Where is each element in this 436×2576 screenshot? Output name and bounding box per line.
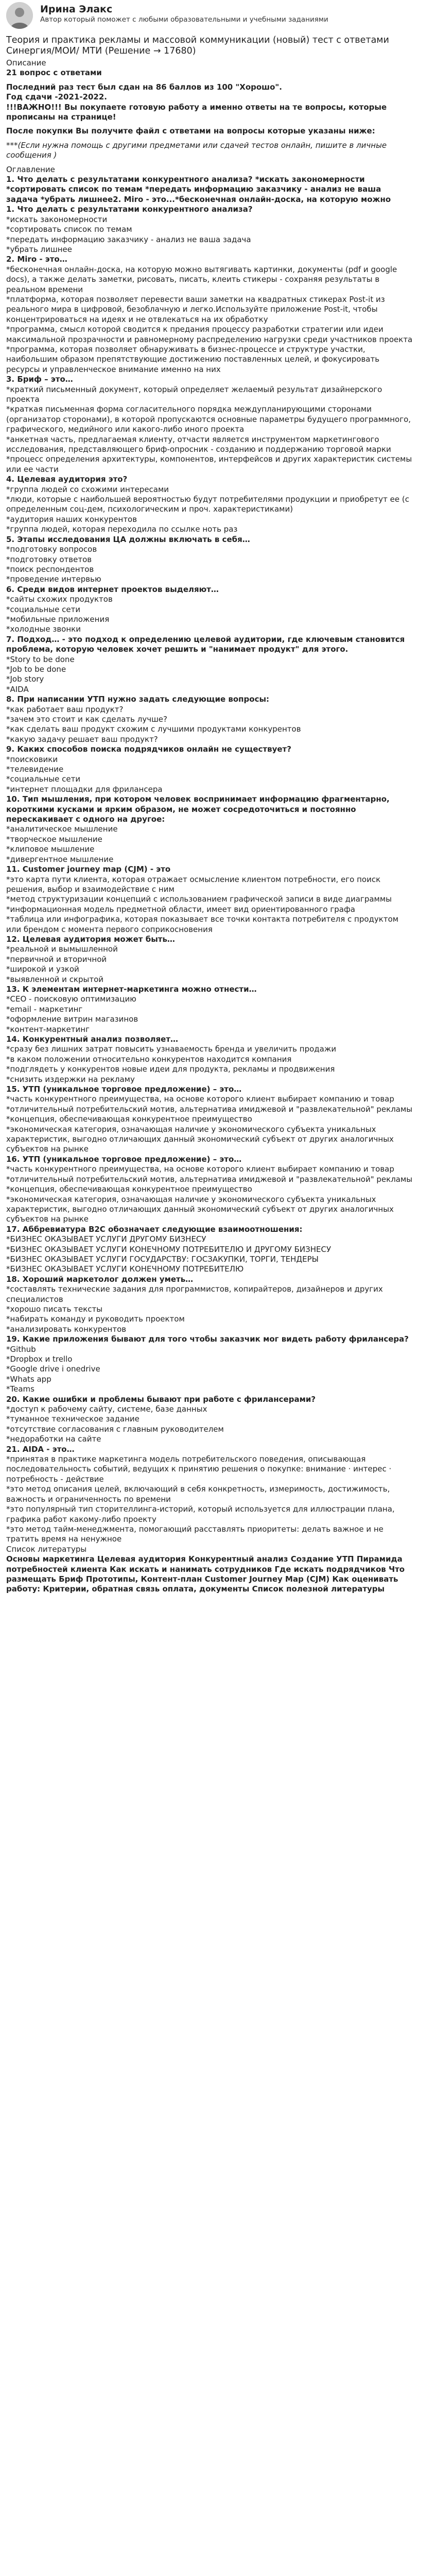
answer-option: *передать информацию заказчику - анализ не ваша задача bbox=[6, 234, 251, 244]
question-block bbox=[6, 744, 415, 794]
answer-option: *концепция, обеспечивающая конкурентное преимущество bbox=[6, 1114, 252, 1124]
answer-option: *аудитория наших конкурентов bbox=[6, 514, 137, 524]
question-block bbox=[6, 474, 415, 534]
answer-option: *таблица или инфографика, которая показывает все точки контакта потребителя с продуктом или брендом с момента первого соприкосновения bbox=[6, 914, 399, 934]
answer-option: *телевидение bbox=[6, 765, 64, 774]
question-block bbox=[6, 1155, 415, 1225]
answer-option: *часть конкурентного преимущества, на основе которого клиент выбирает компанию и товар bbox=[6, 1094, 394, 1104]
answer-option: *подготовку вопросов bbox=[6, 545, 97, 554]
question-text: 14. Конкурентный анализ позволяет… bbox=[6, 1035, 179, 1044]
answer-option: *люди, которые с наибольшей вероятностью будут потребителями продукции и приобретут ее (с определенным соц-дем, психологическим и проч. характеристиками) bbox=[6, 495, 409, 514]
year-note: Год сдачи -2021-2022. bbox=[6, 92, 108, 102]
answer-option: *первичной и вторичной bbox=[6, 954, 107, 964]
answer-option: *БИЗНЕС ОКАЗЫВАЕТ УСЛУГИ КОНЕЧНОМУ ПОТРЕБИТЕЛЮ bbox=[6, 1264, 244, 1274]
literature-label: Список литературы bbox=[6, 1544, 87, 1554]
question-text: 19. Какие приложения бывают для того чтобы заказчик мог видеть работу фрилансера? bbox=[6, 1334, 409, 1344]
question-block bbox=[6, 535, 415, 585]
footer-summary: Основы маркетинга Целевая аудитория Конкурентный анализ Создание УТП Пирамида потребностей клиента Как искать и нанимать сотрудников Где искать подрядчиков Что размещать Бриф Прототипы, Контент-план Customer Journey Map (CJM) Как оценивать работу: Критерии, обратная связь оплата, документы Список полезной литературы bbox=[6, 1554, 405, 1594]
question-block bbox=[6, 1225, 415, 1275]
answer-option: *бесконечная онлайн-доска, на которую можно вытягивать картинки, документы (pdf и google docs), а также делать заметки, рисовать, писать, клеить стикеры - сохраняя результаты в реальном времени bbox=[6, 264, 397, 294]
answer-option: *программа, которая позволяет обнаруживать в бизнес-процессе и структуре участки, наибольшим образом препятствующие достижению поставленных целей, и фокусировать ресурсы и управленческое внимание именно на них bbox=[6, 344, 380, 374]
answer-option: *снизить издержки на рекламу bbox=[6, 1074, 135, 1084]
answer-option: *БИЗНЕС ОКАЗЫВАЕТ УСЛУГИ ДРУГОМУ БИЗНЕСУ bbox=[6, 1234, 206, 1244]
question-block bbox=[6, 694, 415, 744]
answer-option: *это метод описания целей, включающий в себя конкретность, измеримость, достижимость, важность и ограниченность по времени bbox=[6, 1484, 390, 1504]
answer-option: *проведение интервью bbox=[6, 574, 101, 584]
answer-option: *принятая в практике маркетинга модель потребительского поведения, описывающая последовательность событий, ведущих к принятию решения о покупке: внимание · интерес · потребность - действие bbox=[6, 1454, 392, 1484]
answer-option: *AIDA bbox=[6, 684, 29, 694]
question-block bbox=[6, 1334, 415, 1394]
answer-option: *Github bbox=[6, 1344, 36, 1354]
answer-option: *сортировать список по темам bbox=[6, 225, 132, 234]
question-text: 21. AIDA - это… bbox=[6, 1444, 75, 1454]
answer-option: *составлять технические задания для программистов, копирайтеров, дизайнеров и других специалистов bbox=[6, 1284, 383, 1304]
answer-option: *процесс определения архитектуры, компонентов, интерфейсов и других характеристик системы или ее части bbox=[6, 454, 412, 474]
answer-option: *мобильные приложения bbox=[6, 614, 110, 624]
answer-option: *интернет площадки для фрилансера bbox=[6, 784, 163, 794]
avatar[interactable] bbox=[6, 2, 33, 29]
question-text: 4. Целевая аудитория это? bbox=[6, 474, 128, 484]
answer-option: *как работает ваш продукт? bbox=[6, 704, 124, 714]
author-name[interactable]: Ирина Элакс bbox=[40, 4, 113, 15]
answer-option: *набирать команду и руководить проектом bbox=[6, 1314, 185, 1324]
question-block bbox=[6, 935, 415, 985]
question-text: 16. УТП (уникальное торговое предложение) – это… bbox=[6, 1154, 242, 1164]
question-text: 17. Аббревиатура B2C обозначает следующие взаимоотношения: bbox=[6, 1224, 303, 1234]
question-block bbox=[6, 865, 415, 935]
answer-option: *Story to be done bbox=[6, 654, 75, 664]
answer-option: *поиск респондентов bbox=[6, 564, 94, 574]
answer-option: *искать закономерности bbox=[6, 214, 108, 224]
answer-option: *клиповое мышление bbox=[6, 844, 95, 854]
answer-option: *email - маркетинг bbox=[6, 1004, 83, 1014]
answer-option: *это метод тайм-менеджмента, помогающий расставлять приоритеты: делать важное и не тратить время на ненужное bbox=[6, 1524, 383, 1544]
question-text: 12. Целевая аудитория может быть… bbox=[6, 934, 175, 944]
answer-option: *Whats app bbox=[6, 1374, 51, 1384]
question-text: 1. Что делать с результатами конкурентного анализа? *искать закономерности *сортировать список по темам *передать информацию заказчику - анализ не ваша задача *убрать лишнее2. Miro - это...*бесконечная онлайн-доска, на которую можно bbox=[6, 175, 391, 204]
question-text: 15. УТП (уникальное торговое предложение) – это… bbox=[6, 1084, 242, 1094]
answer-option: *аналитическое мышление bbox=[6, 824, 118, 834]
answer-option: *БИЗНЕС ОКАЗЫВАЕТ УСЛУГИ КОНЕЧНОМУ ПОТРЕБИТЕЛЮ И ДРУГОМУ БИЗНЕСУ bbox=[6, 1244, 332, 1254]
author-block bbox=[6, 2, 415, 29]
answer-option: *CEO - поисковую оптимизацию bbox=[6, 994, 136, 1004]
description-label: Описание bbox=[6, 58, 46, 67]
answer-option: *хорошо писать тексты bbox=[6, 1304, 103, 1314]
answer-option: *недоработки на сайте bbox=[6, 1434, 101, 1444]
answer-option: *сразу без лишних затрат повысить узнаваемость бренда и увеличить продажи bbox=[6, 1044, 337, 1054]
question-block bbox=[6, 794, 415, 865]
answer-option: *краткая письменная форма согласительного порядка междупланирующими сторонами (организатор сторонами), в которой пропускаются основные параметры будущего программного, графического, медийного или какого-либо иного проекта bbox=[6, 404, 411, 434]
help-note: ***(Если нужна помощь с другими предметами или сдачей тестов онлайн, пишите в личные сообщения ) bbox=[6, 140, 387, 160]
answer-option: *краткий письменный документ, который определяет желаемый результат дизайнерского проекта bbox=[6, 384, 382, 404]
question-text: 13. К элементам интернет-маркетинга можно отнести… bbox=[6, 984, 257, 994]
answer-option: *подготовку ответов bbox=[6, 554, 92, 564]
answer-option: *оформление витрин магазинов bbox=[6, 1014, 138, 1024]
answer-option: *Job story bbox=[6, 674, 44, 684]
question-block bbox=[6, 1035, 415, 1084]
question-block bbox=[6, 1275, 415, 1334]
answer-option: *выявленной и скрытой bbox=[6, 974, 104, 984]
important-note: !!!ВАЖНО!!! Вы покупаете готовую работу а именно ответы на те вопросы, которые прописаны на странице! bbox=[6, 102, 387, 122]
questions-list bbox=[6, 175, 415, 1545]
author-info bbox=[40, 2, 328, 24]
question-text: 2. Miro - это… bbox=[6, 255, 67, 264]
question-text: 11. Customer journey map (CJM) - это bbox=[6, 865, 171, 874]
answer-option: *социальные сети bbox=[6, 774, 81, 784]
question-text: 10. Тип мышления, при котором человек воспринимает информацию фрагментарно, короткими кусками и ярким образом, не может сосредоточиться и постоянно перескакивает с одного на другое: bbox=[6, 794, 390, 824]
answer-option: *это карта пути клиента, которая отражает осмысление клиентом потребности, его поиск решения, выбор и взаимодействие с ним bbox=[6, 874, 381, 894]
answer-option: *зачем это стоит и как сделать лучше? bbox=[6, 715, 167, 724]
answer-option: *Job to be done bbox=[6, 664, 66, 674]
question-block bbox=[6, 205, 415, 255]
after-purchase-note: После покупки Вы получите файл с ответами на вопросы которые указаны ниже: bbox=[6, 126, 375, 136]
answer-option: *платформа, которая позволяет перевести ваши заметки на квадратных стикерах Post-it из реального мира в цифровой, безоблачную и легко.Используйте приложение Post-it, чтобы концентрироваться на идеях и не отвлекаться на их обработку bbox=[6, 294, 385, 324]
answer-option: *контент-маркетинг bbox=[6, 1024, 90, 1034]
answer-option: *анализировать конкурентов bbox=[6, 1324, 127, 1334]
answer-option: *группа людей со схожими интересами bbox=[6, 484, 169, 494]
question-text: 3. Бриф – это… bbox=[6, 375, 73, 384]
question-block bbox=[6, 375, 415, 474]
answer-option: *информационная модель предметной области, имеет вид ориентированного графа bbox=[6, 904, 355, 914]
question-block bbox=[6, 635, 415, 694]
question-text: 18. Хороший маркетолог должен уметь… bbox=[6, 1274, 194, 1284]
question-text: 1. Что делать с результатами конкурентного анализа? bbox=[6, 205, 253, 214]
last-pass-note: Последний раз тест был сдан на 86 баллов из 100 "Хорошо". bbox=[6, 82, 282, 92]
answer-option: *концепция, обеспечивающая конкурентное преимущество bbox=[6, 1184, 252, 1194]
answer-option: *Dropbox и trello bbox=[6, 1354, 73, 1364]
answer-option: *экономическая категория, означающая наличие у экономического субъекта уникальных характеристик, выгодно отличающих данный экономический субъект от других аналогичных субъектов на рынке bbox=[6, 1124, 394, 1154]
question-block bbox=[6, 1084, 415, 1155]
answer-option: *реальной и вымышленной bbox=[6, 944, 118, 954]
question-block bbox=[6, 585, 415, 635]
answer-option: *убрать лишнее bbox=[6, 244, 73, 254]
question-block bbox=[6, 1395, 415, 1445]
question-count: 21 вопрос с ответами bbox=[6, 68, 102, 78]
question-text: 9. Каких способов поиска подрядчиков онлайн не существует? bbox=[6, 744, 291, 754]
answer-option: *широкой и узкой bbox=[6, 964, 79, 974]
answer-option: *творческое мышление bbox=[6, 834, 102, 844]
author-description: Автор который поможет с любыми образовательными и учебными заданиями bbox=[40, 15, 328, 24]
answer-option: *программа, смысл которой сводится к предания процессу разработки стратегии или идеи максимальной прозрачности и равномерному распределению нагрузки среди участников проекта bbox=[6, 325, 413, 344]
answer-option: *анкетная часть, предлагаемая клиенту, отчасти является инструментом маркетингового исследования, представляющего бриф-опросник - созданию и поддержанию торговой марки bbox=[6, 434, 391, 454]
answer-option: *туманное техническое задание bbox=[6, 1414, 139, 1424]
answer-option: *отличительный потребительский мотив, альтернатива имиджевой и "развлекательной" рекламы bbox=[6, 1104, 413, 1114]
toc-label: Оглавление bbox=[6, 164, 55, 174]
answer-option: *поисковики bbox=[6, 754, 58, 764]
question-text: 7. Подход… - это подход к определению целевой аудитории, где ключевым становится проблема, которую человек хочет решить и "нанимает продукт" для этого. bbox=[6, 634, 405, 654]
question-text: 8. При написании УТП нужно задать следующие вопросы: bbox=[6, 694, 270, 704]
answer-option: *подглядеть у конкурентов новые идеи для продукта, рекламы и продвижения bbox=[6, 1064, 335, 1074]
answer-option: *Teams bbox=[6, 1384, 34, 1394]
page-title: Теория и практика рекламы и массовой коммуникации (новый) тест с ответами Синергия/МОИ/ МТИ (Решение → 17680) bbox=[6, 35, 389, 56]
question-block bbox=[6, 175, 415, 205]
question-text: 6. Среди видов интернет проектов выделяют… bbox=[6, 584, 219, 594]
answer-option: *это популярный тип сторителлинга-историй, который используется для иллюстрации плана, графика работ какому-либо проекту bbox=[6, 1504, 395, 1524]
answer-option: *часть конкурентного преимущества, на основе которого клиент выбирает компанию и товар bbox=[6, 1164, 394, 1174]
answer-option: *экономическая категория, означающая наличие у экономического субъекта уникальных характеристик, выгодно отличающих данный экономический субъект от других аналогичных субъектов на рынке bbox=[6, 1194, 394, 1224]
question-text: 5. Этапы исследования ЦА должны включать в себя… bbox=[6, 534, 250, 544]
question-block bbox=[6, 1445, 415, 1545]
answer-option: *Google drive i onedrive bbox=[6, 1364, 100, 1374]
answer-option: *холодные звонки bbox=[6, 624, 81, 634]
answer-option: *социальные сети bbox=[6, 604, 81, 614]
question-block bbox=[6, 985, 415, 1035]
answer-option: *группа людей, которая переходила по ссылке ноть раз bbox=[6, 524, 238, 534]
answer-option: *как сделать ваш продукт схожим с лучшими продуктами конкурентов bbox=[6, 724, 301, 734]
answer-option: *метод структуризации концепций с использованием графической записи в виде диаграммы bbox=[6, 894, 392, 904]
answer-option: *отсутствие согласования с главным руководителем bbox=[6, 1424, 224, 1434]
answer-option: *БИЗНЕС ОКАЗЫВАЕТ УСЛУГИ ГОСУДАРСТВУ: ГОСЗАКУПКИ, ТОРГИ, ТЕНДЕРЫ bbox=[6, 1254, 319, 1264]
question-block bbox=[6, 255, 415, 375]
answer-option: *дивергентное мышление bbox=[6, 854, 114, 864]
answer-option: *в каком положении относительно конкурентов находится компания bbox=[6, 1054, 292, 1064]
answer-option: *какую задачу решает ваш продукт? bbox=[6, 734, 158, 744]
answer-option: *сайты схожих продуктов bbox=[6, 595, 113, 604]
answer-option: *доступ к рабочему сайту, системе, базе данных bbox=[6, 1404, 207, 1414]
question-text: 20. Какие ошибки и проблемы бывают при работе с фрилансерами? bbox=[6, 1394, 316, 1404]
answer-option: *отличительный потребительский мотив, альтернатива имиджевой и "развлекательной" рекламы bbox=[6, 1174, 413, 1184]
avatar-image-icon bbox=[6, 2, 33, 29]
